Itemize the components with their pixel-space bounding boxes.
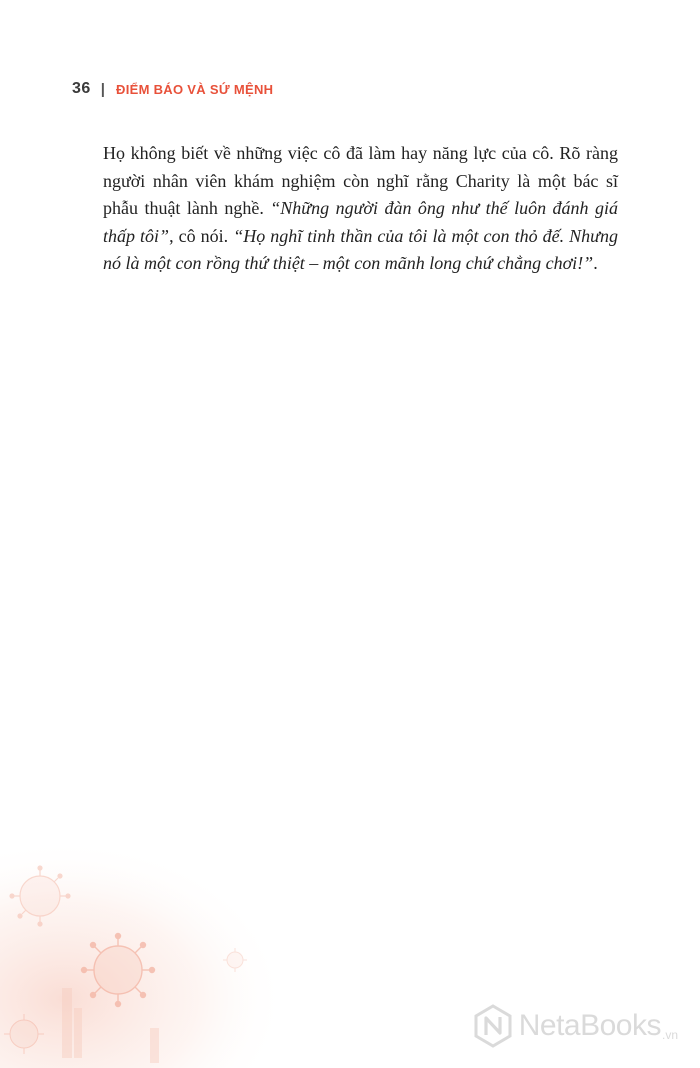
body-text-segment: . [593,253,598,273]
running-header [72,80,273,98]
watermark-suffix: .vn [661,1028,678,1042]
watermark-brand: NetaBooks [518,1009,661,1042]
netabooks-watermark [473,1004,678,1048]
netabooks-hexagon-n-icon [473,1004,513,1048]
header-separator: | [100,80,105,98]
body-paragraph [103,140,618,278]
body-text-segment: Họ không biết về những việc cô đã làm hay năng lực của cô. Rõ ràng người nhân viên khám nghiệm còn nghĩ rằng Charity là một bác sĩ phẫu thuật lành nghề. [103,143,618,218]
chapter-title: ĐIỂM BÁO VÀ SỨ MỆNH [116,81,274,97]
page-number: 36 [72,80,91,97]
quote-segment: “Những người đàn ông như thế luôn đánh giá thấp tôi” [103,198,618,246]
quote-segment: “Họ nghĩ tinh thần của tôi là một con thỏ đế. Nhưng nó là một con rồng thứ thiệt – một con mãnh long chứ chẳng chơi!” [103,225,618,273]
virus-decoration-icon [0,838,320,1068]
body-text-segment: , cô nói. [169,225,234,246]
